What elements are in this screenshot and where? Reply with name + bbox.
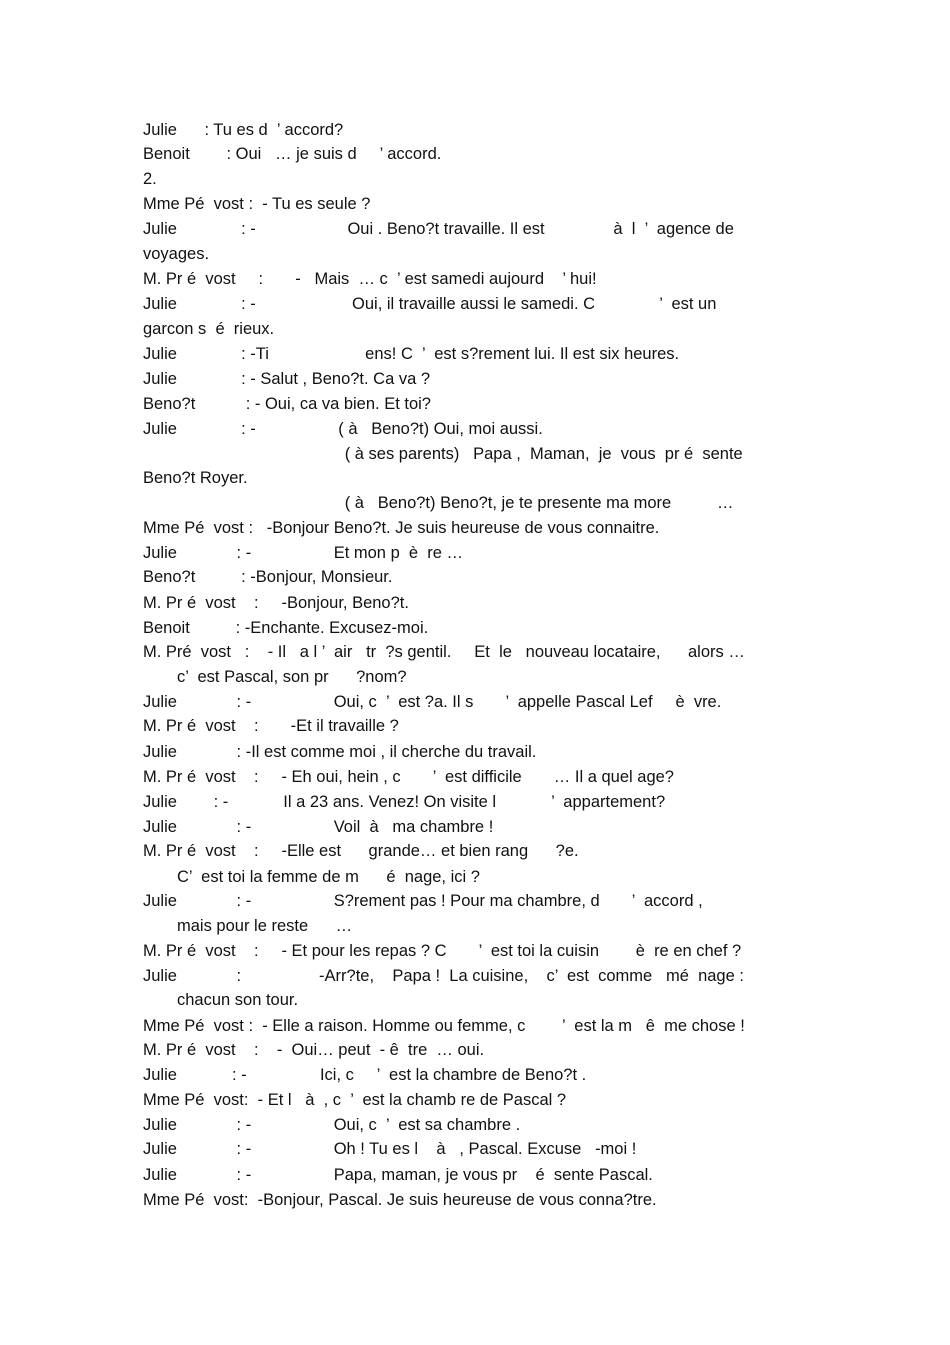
dialogue-line: M. Pr é vost : - Oui… peut - ê tre … oui.: [143, 1041, 485, 1059]
dialogue-line: Julie : - Voil à ma chambre !: [143, 818, 494, 836]
dialogue-line: Julie : - S?rement pas ! Pour ma chambre, d ’ accord ,: [143, 892, 703, 910]
dialogue-line: Julie : - Papa, maman, je vous pr é sente Pascal.: [143, 1166, 653, 1184]
dialogue-line: C’ est toi la femme de m é nage, ici ?: [177, 868, 480, 886]
dialogue-line: Julie : -Arr?te, Papa ! La cuisine, c’ est comme mé nage :: [143, 967, 744, 985]
dialogue-line: Julie : Tu es d ’ accord?: [143, 121, 344, 139]
dialogue-line: M. Pr é vost : - Mais … c ’ est samedi aujourd ’ hui!: [143, 270, 597, 288]
dialogue-line: Mme Pé vost : - Elle a raison. Homme ou femme, c ’ est la m ê me chose !: [143, 1017, 745, 1035]
dialogue-line: c’ est Pascal, son pr ?nom?: [177, 668, 407, 686]
dialogue-line: Mme Pé vost : - Tu es seule ?: [143, 195, 371, 213]
dialogue-line: Mme Pé vost: - Et l à , c ’ est la chamb re de Pascal ?: [143, 1091, 567, 1109]
dialogue-line: Julie : - Salut , Beno?t. Ca va ?: [143, 370, 431, 388]
dialogue-line: Julie : - Et mon p è re …: [143, 544, 464, 562]
dialogue-line: Julie : - Oui, il travaille aussi le samedi. C ’ est un: [143, 295, 717, 313]
dialogue-line: Julie : - Oui, c ’ est sa chambre .: [143, 1116, 521, 1134]
dialogue-line: Mme Pé vost: -Bonjour, Pascal. Je suis heureuse de vous conna?tre.: [143, 1191, 657, 1209]
dialogue-line: M. Pr é vost : - Eh oui, hein , c ’ est difficile … Il a quel age?: [143, 768, 674, 786]
dialogue-line: Julie : - Ici, c ’ est la chambre de Beno?t .: [143, 1066, 587, 1084]
dialogue-line: Julie : -Ti ens! C ’ est s?rement lui. Il est six heures.: [143, 345, 680, 363]
dialogue-line: M. Pr é vost : -Et il travaille ?: [143, 717, 399, 735]
dialogue-line: garcon s é rieux.: [143, 320, 275, 338]
dialogue-line: Mme Pé vost : -Bonjour Beno?t. Je suis heureuse de vous connaitre.: [143, 519, 660, 537]
dialogue-line: M. Pr é vost : -Bonjour, Beno?t.: [143, 594, 409, 612]
dialogue-line: Julie : -Il est comme moi , il cherche du travail.: [143, 743, 537, 761]
dialogue-line: Julie : - Oui, c ’ est ?a. Il s ’ appelle Pascal Lef è vre.: [143, 693, 722, 711]
dialogue-line: Julie : - Il a 23 ans. Venez! On visite l ’ appartement?: [143, 793, 666, 811]
dialogue-line: ( à ses parents) Papa , Maman, je vous pr é sente: [143, 445, 743, 463]
dialogue-line: M. Pr é vost : -Elle est grande… et bien rang ?e.: [143, 842, 579, 860]
dialogue-line: Benoit : Oui … je suis d ’ accord.: [143, 145, 442, 163]
dialogue-line: Julie : - Oui . Beno?t travaille. Il est à l ’ agence de: [143, 220, 734, 238]
dialogue-line: Beno?t : - Oui, ca va bien. Et toi?: [143, 395, 431, 413]
dialogue-line: chacun son tour.: [177, 991, 299, 1009]
dialogue-line: mais pour le reste …: [177, 917, 353, 935]
dialogue-line: M. Pré vost : - Il a l ’ air tr ?s gentil. Et le nouveau locataire, alors …: [143, 643, 745, 661]
dialogue-line: M. Pr é vost : - Et pour les repas ? C ’ est toi la cuisin è re en chef ?: [143, 942, 742, 960]
section-number: 2.: [143, 170, 157, 188]
dialogue-line: Benoit : -Enchante. Excusez-moi.: [143, 619, 429, 637]
dialogue-line: ( à Beno?t) Beno?t, je te presente ma more …: [143, 494, 734, 512]
dialogue-line: voyages.: [143, 245, 210, 263]
dialogue-line: Beno?t Royer.: [143, 469, 248, 487]
dialogue-line: Beno?t : -Bonjour, Monsieur.: [143, 568, 393, 586]
dialogue-line: Julie : - ( à Beno?t) Oui, moi aussi.: [143, 420, 543, 438]
dialogue-line: Julie : - Oh ! Tu es l à , Pascal. Excuse -moi !: [143, 1140, 637, 1158]
